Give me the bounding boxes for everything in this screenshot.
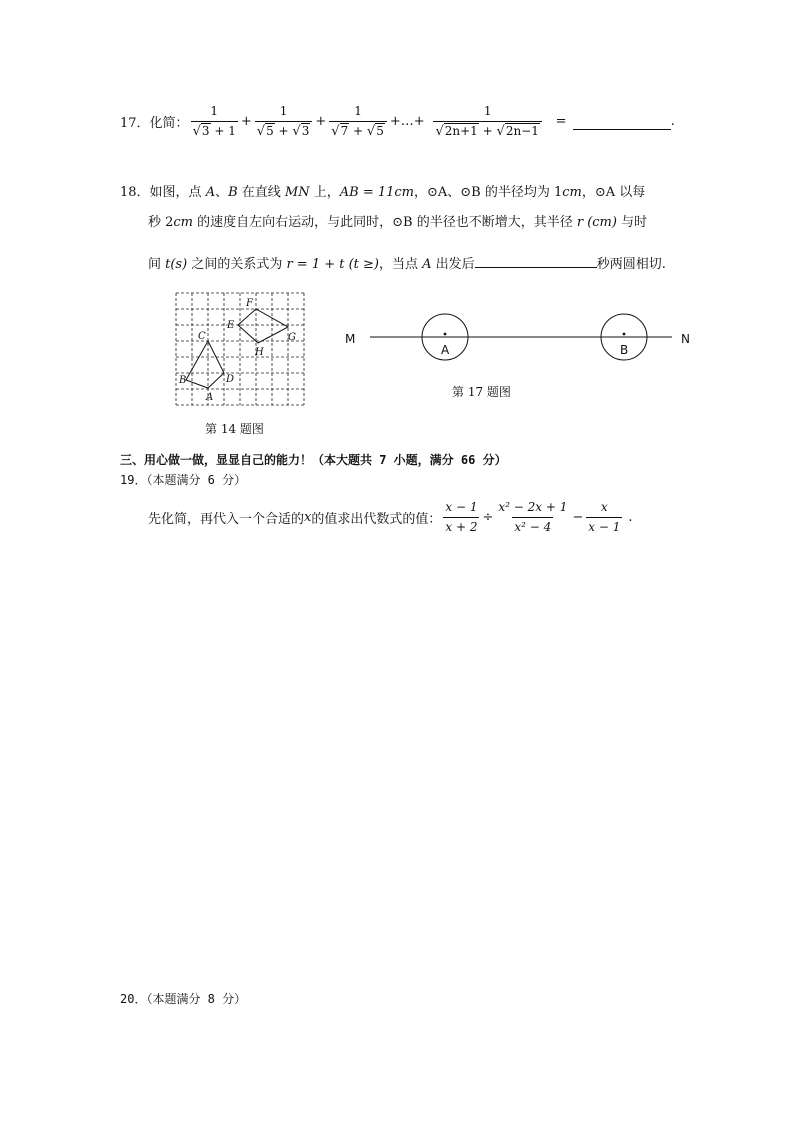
q17-fraction-1: $\frac{1}{√3 + 1}$ (192, 104, 236, 139)
center-b (623, 333, 626, 336)
q17-number: 17． (120, 116, 150, 131)
q19-fraction-3: $\frac{x}{x - 1}$ (588, 500, 621, 534)
label-b: B (179, 375, 187, 386)
q17-fraction-3: $\frac{1}{√7 + √5}$ (329, 104, 387, 139)
q17-answer-blank[interactable] (573, 113, 671, 130)
label-m: M (345, 332, 356, 346)
label-a: A (206, 392, 214, 403)
figure-14 (172, 290, 308, 414)
label-f: F (246, 298, 253, 309)
q19-header: 19．（本题满分 6 分） (120, 473, 247, 487)
figure-17-caption: 第 17 题图 (452, 385, 511, 399)
q17-fraction-4: $\frac{1}{√2n+1 + √2n-1}$ (428, 104, 548, 139)
q19-fraction-2: $\frac{\text{x² − 2x + 1}}{\text{x² − 4}}$ (498, 500, 568, 534)
dashed-grid (176, 293, 304, 405)
q19-fraction-1: $\frac{x - 1}{x + 2}$ (445, 500, 478, 534)
label-c: C (198, 331, 206, 342)
q17-fraction-2: $\frac{1}{√5 + √3}$ (255, 104, 313, 139)
q18-line-3: 间 t(s) 之间的关系式为 r = 1 + t (t ≥)，当点 A 出发后 秒两圆相切. (148, 253, 666, 272)
center-a (444, 333, 447, 336)
label-circle-b: B (620, 343, 629, 357)
label-n: N (681, 332, 690, 346)
label-h: H (255, 347, 264, 358)
q18-number: 18． (120, 185, 150, 200)
label-g: G (288, 332, 296, 343)
section-3-title: 三、用心做一做，显显自己的能力！（本大题共 7 小题，满分 66 分） (120, 453, 507, 467)
q17-label: 化简： (149, 116, 189, 131)
figure-14-caption: 第 14 题图 (205, 422, 264, 436)
q18-line-1: 18．如图，点 A、B 在直线 MN 上，AB = 11cm，⊙A、⊙B 的半径均为 1cm，⊙A 以每 (120, 185, 646, 200)
label-d: D (226, 374, 235, 385)
q19-body: 先化简，再代入一个合适的 x 的值求出代数式的值： $\frac{x - 1}{x + 2}$ ÷ $\frac{\text{x² − 2x + 1}}{\text{x² − 4}}$ − $\frac{x}{x - 1}$ . (148, 500, 633, 534)
quad-efgh (238, 309, 288, 343)
q18-line-2: 秒 2cm 的速度自左向右运动，与此同时，⊙B 的半径也不断增大，其半径 r (cm) 与时 (148, 215, 648, 230)
question-17: 17． 化简： $\frac{1}{√3 + 1}$ + $\frac{1}{√5 + √3}$ + $\frac{1}{√7 + √5}$ +…+ $\frac{1}{√2n+1 + √2n-1}$ = . (120, 104, 675, 139)
label-circle-a: A (441, 343, 450, 357)
figure-17 (340, 306, 700, 370)
q20-header: 20．（本题满分 8 分） (120, 992, 247, 1006)
label-e: E (227, 320, 235, 331)
q18-answer-blank[interactable] (475, 253, 597, 268)
